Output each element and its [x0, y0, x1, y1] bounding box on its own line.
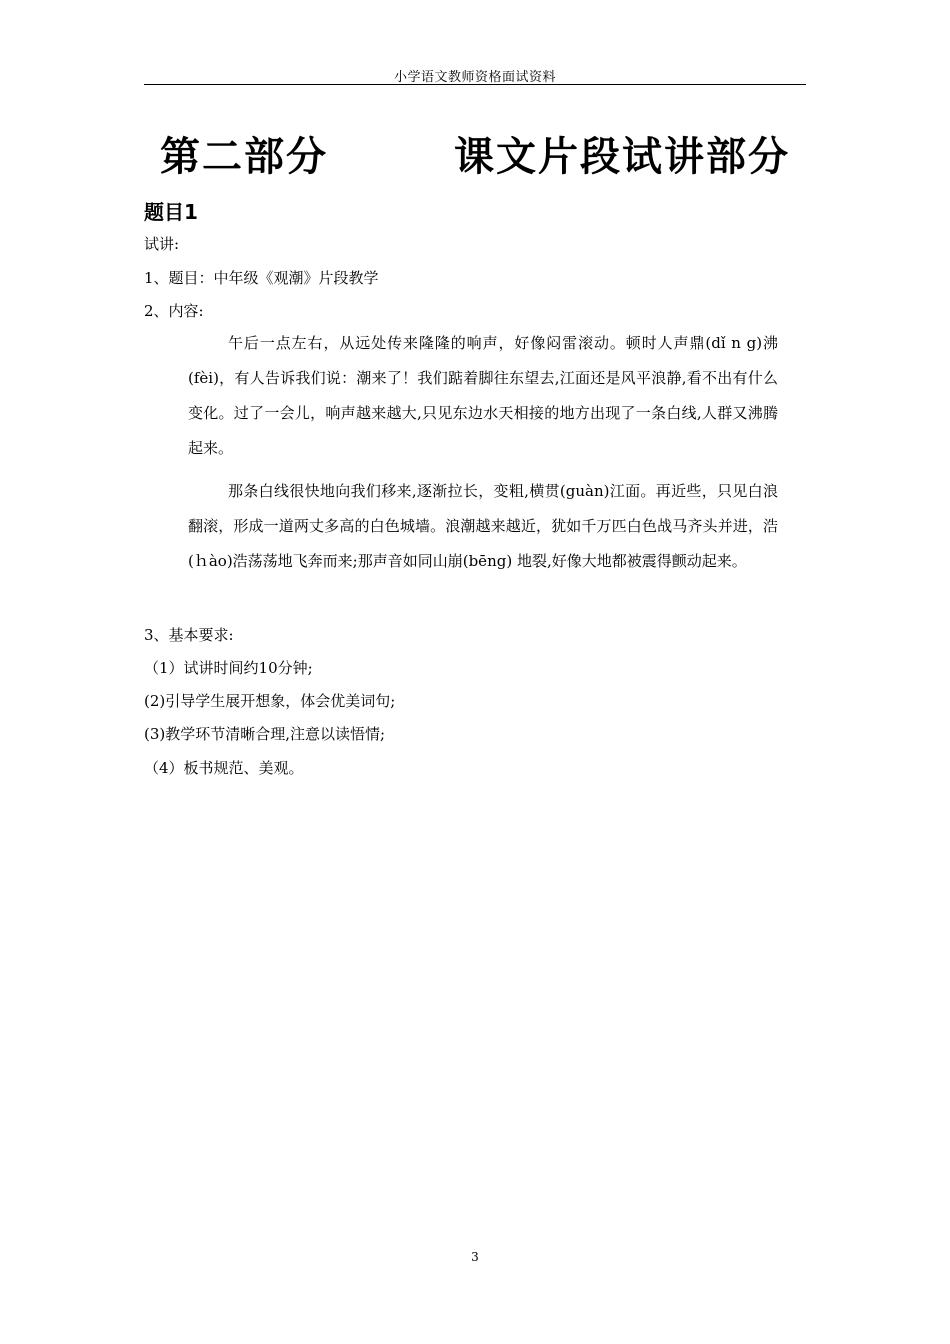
- requirement-4: （4）板书规范、美观。: [144, 759, 304, 777]
- requirement-1: （1）试讲时间约10分钟;: [144, 659, 313, 677]
- header-rule: [144, 84, 806, 85]
- content-paragraph-1: 午后一点左右，从远处传来隆隆的响声，好像闷雷滚动。顿时人声鼎(dǐ n g)沸(fèi)，有人告诉我们说：潮来了！我们踮着脚往东望去,江面还是风平浪静,看不出有什么变化。过了一会儿，响声越来越大,只见东边水天相接的地方出现了一条白线,人群又沸腾起来。: [188, 334, 778, 457]
- item-requirements-label: 3、基本要求:: [144, 626, 234, 644]
- requirement-2: (2)引导学生展开想象，体会优美词句;: [144, 692, 396, 710]
- item-topic: 1、题目：中年级《观潮》片段教学: [144, 269, 379, 287]
- topic-title: 题目1: [144, 200, 198, 224]
- content-paragraph-2: 那条白线很快地向我们移来,逐渐拉长，变粗,横贯(guàn)江面。再近些，只见白浪翻滚，形成一道两丈多高的白色城墙。浪潮越来越近，犹如千万匹白色战马齐头并进，浩(ｈào)浩荡荡地飞奔而来;那声音如同山崩(bēng) 地裂,好像大地都被震得颤动起来。: [188, 482, 778, 570]
- running-header: 小学语文教师资格面试资料: [393, 70, 556, 85]
- requirement-3: (3)教学环节清晰合理,注意以读悟情;: [144, 725, 386, 743]
- page-number: 3: [471, 1250, 479, 1264]
- trial-label: 试讲:: [144, 235, 180, 253]
- item-content-label: 2、内容:: [144, 302, 204, 320]
- part-title: 第二部分 课文片段试讲部分: [160, 134, 790, 180]
